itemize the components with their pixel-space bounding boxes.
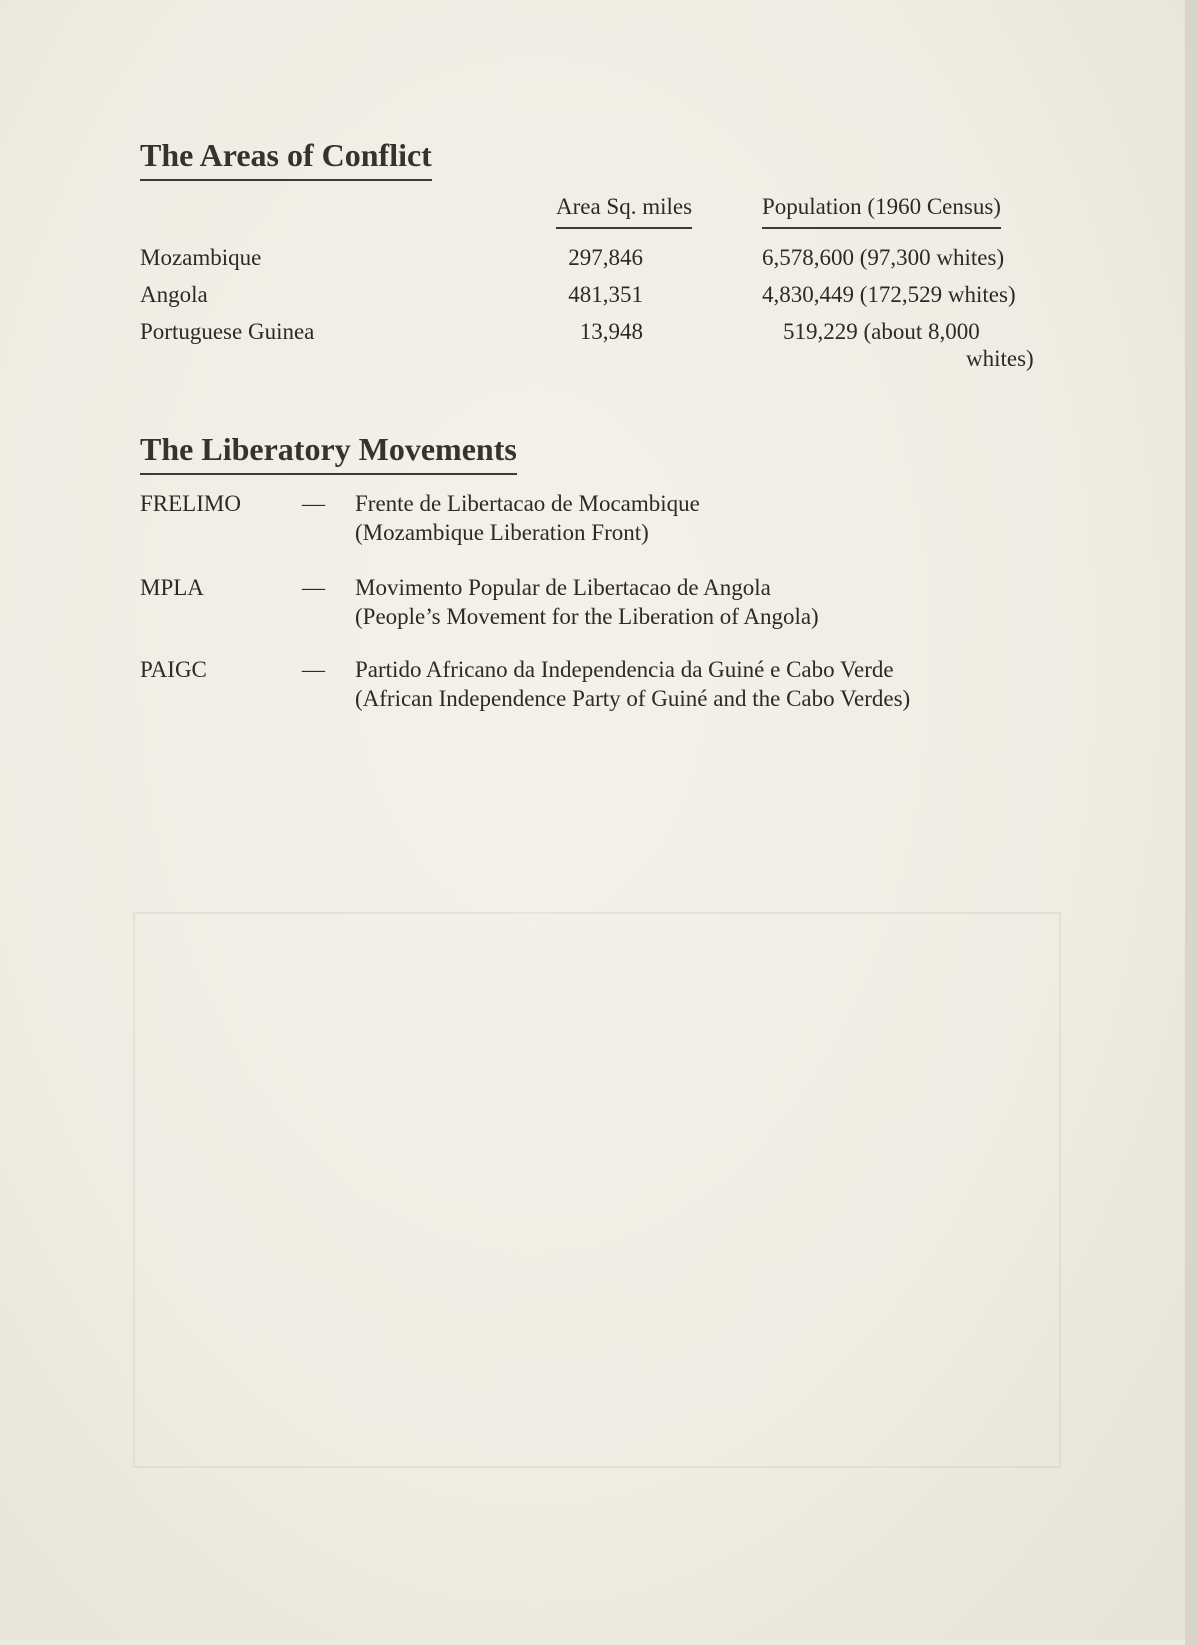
country-portuguese-guinea: Portuguese Guinea (140, 319, 315, 344)
movement-dash: — (302, 491, 325, 516)
show-through-box (133, 912, 1061, 1468)
country-angola: Angola (140, 282, 208, 307)
movement-translation-mpla: (People’s Movement for the Liberation of Angola) (355, 604, 819, 629)
country-mozambique: Mozambique (140, 245, 262, 270)
movement-abbr-paigc: PAIGC (140, 657, 207, 682)
areas-title: The Areas of Conflict (140, 136, 432, 181)
movement-text-paigc (355, 655, 910, 713)
population-angola: 4,830,449 (172,529 whites) (762, 282, 1016, 307)
movement-abbr-frelimo: FRELIMO (140, 491, 241, 516)
area-portuguese-guinea: 13,948 (579, 319, 643, 344)
movement-text-mpla (355, 573, 819, 631)
movement-translation-frelimo: (Mozambique Liberation Front) (355, 520, 649, 545)
movements-title: The Liberatory Movements (140, 430, 517, 475)
movement-dash: — (302, 575, 325, 600)
movement-name-paigc: Partido Africano da Independencia da Guiné e Cabo Verde (355, 657, 894, 682)
movement-dash: — (302, 657, 325, 682)
page-edge (1185, 0, 1197, 1645)
area-mozambique: 297,846 (568, 245, 643, 270)
population-portuguese-guinea-line1: 519,229 (about 8,000 (783, 319, 980, 344)
movement-name-frelimo: Frente de Libertacao de Mocambique (355, 491, 700, 516)
population-portuguese-guinea-line2: whites) (966, 346, 1034, 371)
movement-name-mpla: Movimento Popular de Libertacao de Angola (355, 575, 771, 600)
population-mozambique: 6,578,600 (97,300 whites) (762, 245, 1005, 270)
area-column-header: Area Sq. miles (556, 193, 692, 229)
movement-text-frelimo (355, 489, 700, 547)
area-angola: 481,351 (568, 282, 643, 307)
movement-translation-paigc: (African Independence Party of Guiné and the Cabo Verdes) (355, 686, 911, 711)
population-column-header: Population (1960 Census) (762, 193, 1001, 229)
movement-abbr-mpla: MPLA (140, 575, 204, 600)
